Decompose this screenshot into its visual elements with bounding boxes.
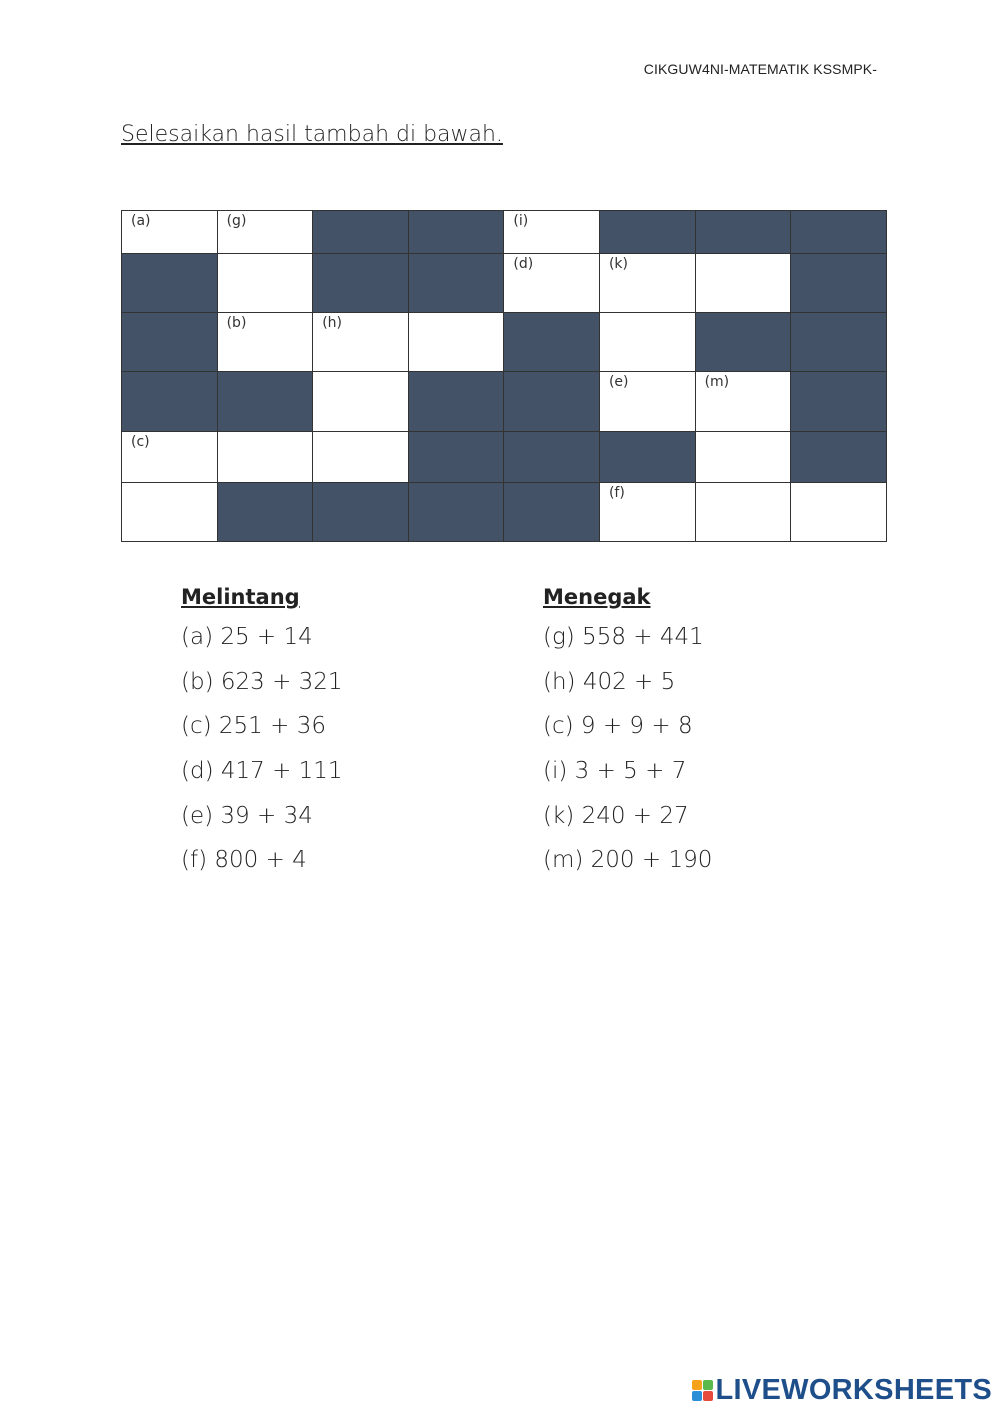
clue-label: (i) — [513, 213, 529, 229]
answer-cell[interactable] — [599, 372, 695, 432]
clue-label: (b) — [226, 315, 247, 331]
brand-name: LIVEWORKSHEETS — [715, 1374, 992, 1406]
blocked-cell — [791, 211, 887, 254]
blocked-cell — [122, 254, 218, 313]
answer-cell[interactable] — [695, 372, 791, 432]
clue-item: (k) 240 + 27 — [543, 802, 689, 829]
instruction-title: Selesaikan hasil tambah di bawah. — [121, 122, 503, 147]
answer-cell[interactable] — [217, 211, 313, 254]
answer-cell[interactable] — [122, 211, 218, 254]
blocked-cell — [217, 372, 313, 432]
header-tag: CIKGUW4NI-MATEMATIK KSSMPK- — [643, 61, 877, 77]
answer-cell[interactable] — [408, 313, 504, 372]
answer-cell[interactable] — [504, 211, 600, 254]
blocked-cell — [599, 211, 695, 254]
clue-item: (f) 800 + 4 — [181, 847, 307, 874]
clue-item: (a) 25 + 14 — [181, 624, 313, 650]
blocked-cell — [408, 483, 504, 542]
answer-cell[interactable] — [695, 432, 791, 483]
clue-label: (k) — [608, 256, 628, 272]
clue-label: (f) — [608, 485, 625, 501]
blocked-cell — [695, 211, 791, 254]
blocked-cell — [599, 432, 695, 483]
blocked-cell — [791, 372, 887, 432]
down-heading: Menegak — [543, 585, 651, 609]
clue-item: (e) 39 + 34 — [181, 802, 313, 829]
blocked-cell — [504, 313, 600, 372]
clue-item: (c) 9 + 9 + 8 — [543, 713, 693, 740]
answer-cell[interactable] — [504, 254, 600, 313]
across-clues — [181, 583, 343, 889]
blocked-cell — [122, 372, 218, 432]
answer-cell[interactable] — [217, 432, 313, 483]
blocked-cell — [791, 313, 887, 372]
answer-cell[interactable] — [217, 313, 313, 372]
blocked-cell — [504, 483, 600, 542]
answer-cell[interactable] — [122, 483, 218, 542]
blocked-cell — [313, 211, 409, 254]
clue-label: (c) — [131, 434, 150, 450]
answer-cell[interactable] — [599, 254, 695, 313]
clue-label: (h) — [322, 315, 342, 331]
grid-row — [122, 313, 887, 372]
logo-mark-icon — [692, 1380, 713, 1401]
grid-row — [122, 211, 887, 254]
answer-cell[interactable] — [791, 483, 887, 542]
down-clues — [543, 583, 712, 889]
blocked-cell — [504, 432, 600, 483]
liveworksheets-logo[interactable] — [692, 1374, 993, 1407]
grid-row — [122, 483, 887, 542]
blocked-cell — [313, 483, 409, 542]
blocked-cell — [791, 432, 887, 483]
answer-cell[interactable] — [313, 432, 409, 483]
clue-label: (e) — [608, 374, 629, 390]
blocked-cell — [122, 313, 218, 372]
answer-cell[interactable] — [695, 483, 791, 542]
grid-row — [122, 254, 887, 313]
blocked-cell — [791, 254, 887, 313]
answer-cell[interactable] — [599, 313, 695, 372]
clue-label: (g) — [226, 213, 247, 229]
answer-cell[interactable] — [122, 432, 218, 483]
blocked-cell — [504, 372, 600, 432]
across-heading: Melintang — [181, 585, 300, 609]
blocked-cell — [217, 483, 313, 542]
clue-label: (m) — [704, 374, 730, 390]
answer-cell[interactable] — [695, 254, 791, 313]
blocked-cell — [695, 313, 791, 372]
answer-cell[interactable] — [599, 483, 695, 542]
clue-item: (h) 402 + 5 — [543, 668, 676, 695]
clue-label: (d) — [513, 256, 534, 272]
blocked-cell — [408, 211, 504, 254]
blocked-cell — [408, 372, 504, 432]
answer-cell[interactable] — [217, 254, 313, 313]
clue-label: (a) — [131, 213, 151, 229]
blocked-cell — [408, 432, 504, 483]
crossword-grid — [121, 210, 887, 542]
clue-item: (m) 200 + 190 — [543, 847, 713, 874]
clue-item: (i) 3 + 5 + 7 — [543, 758, 687, 785]
clue-item: (b) 623 + 321 — [181, 668, 343, 695]
answer-cell[interactable] — [313, 372, 409, 432]
blocked-cell — [408, 254, 504, 313]
grid-row — [122, 432, 887, 483]
clue-item: (d) 417 + 111 — [181, 758, 343, 785]
answer-cell[interactable] — [313, 313, 409, 372]
blocked-cell — [313, 254, 409, 313]
clue-item: (g) 558 + 441 — [543, 624, 704, 650]
grid-row — [122, 372, 887, 432]
clue-item: (c) 251 + 36 — [181, 713, 326, 740]
